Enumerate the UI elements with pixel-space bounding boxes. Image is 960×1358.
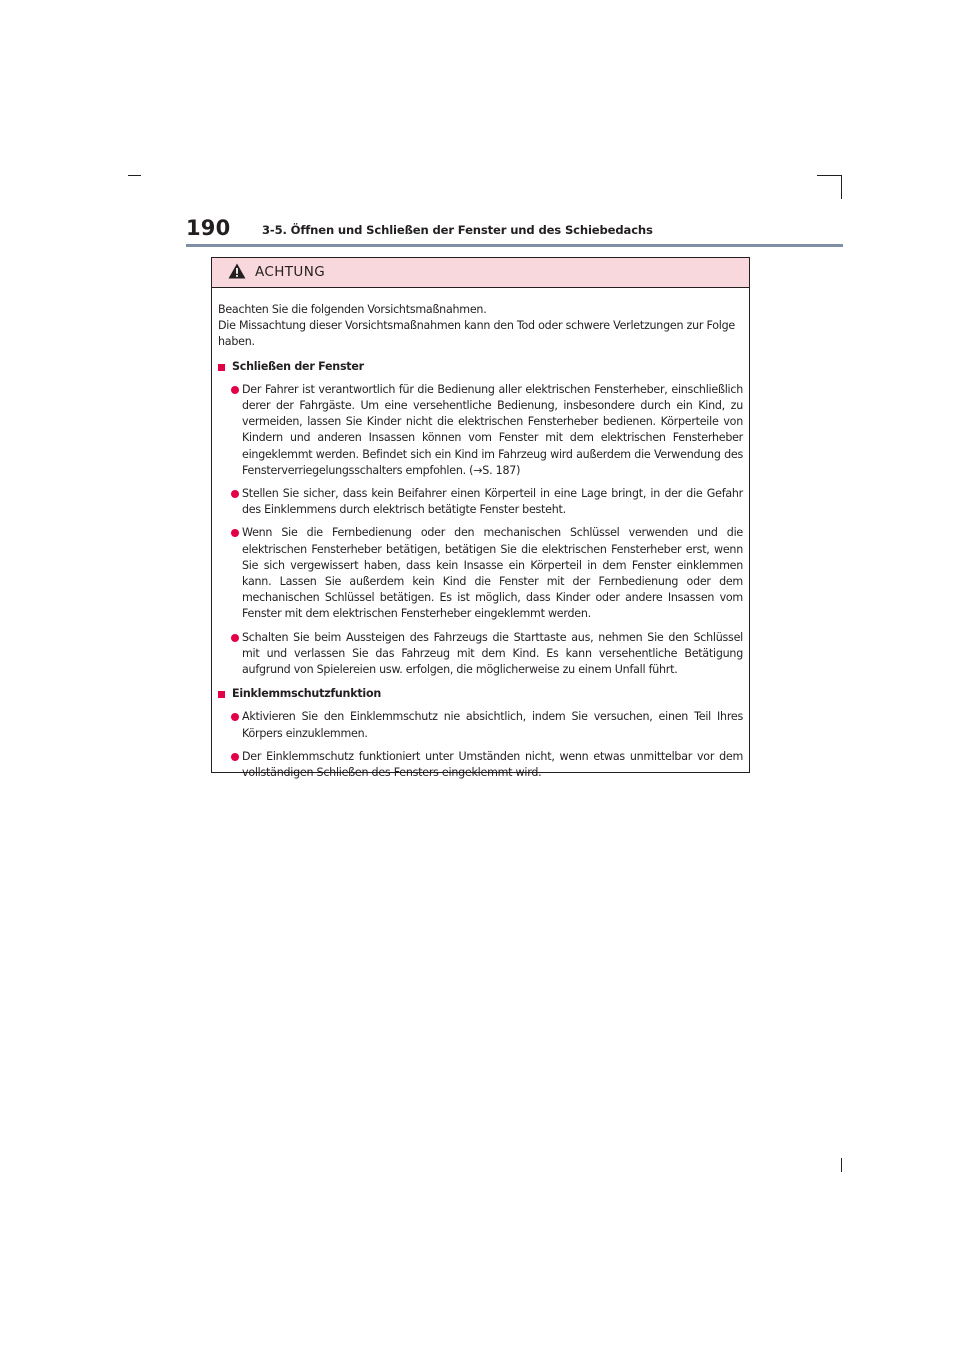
list-item-text: Der Fahrer ist verantwortlich für die Bedienung aller elektrischen Fensterheber, einschließlich derer der Fahrgäste. Um eine versehentliche Bedienung, insbesondere durch ein Kind, zu vermeiden, lassen Sie Kinder nicht die elektrischen Fensterheber bedienen. Körperteile von Kindern und anderen Insassen können vom Fenster mit dem elektrischen Fensterheber eingeklemmt werden. Befindet sich ein Kind im Fahrzeug wird außerdem die Verwendung des Fensterverriegelungsschalters empfohlen. (→S. 187) xyxy=(242,382,743,477)
list-item-text: Stellen Sie sicher, dass kein Beifahrer einen Körperteil in eine Lage bringt, in der die Gefahr des Einklemmens durch elektrisch betätigte Fenster besteht. xyxy=(242,487,743,517)
square-bullet-icon xyxy=(218,364,225,371)
bullet-icon xyxy=(231,490,239,498)
list-item xyxy=(218,749,743,781)
intro-line: Die Missachtung dieser Vorsichtsmaßnahmen kann den Tod oder schwere Verletzungen zur Folge haben. xyxy=(218,319,735,349)
square-bullet-icon xyxy=(218,691,225,698)
section-anti-pinch xyxy=(218,686,743,781)
list-item xyxy=(218,709,743,741)
section-heading xyxy=(218,359,743,375)
warning-intro xyxy=(218,302,743,351)
list-item xyxy=(218,486,743,518)
crop-mark xyxy=(841,1158,842,1172)
section-heading xyxy=(218,686,743,702)
list-item-text: Aktivieren Sie den Einklemmschutz nie absichtlich, indem Sie versuchen, einen Teil Ihres Körpers einzuklemmen. xyxy=(242,710,743,740)
list-item-text: Schalten Sie beim Aussteigen des Fahrzeugs die Starttaste aus, nehmen Sie den Schlüssel mit und verlassen Sie das Fahrzeug mit dem Kind. Es kann versehentliche Betätigung aufgrund von Spielereien usw. erfolgen, die möglicherweise zu einem Unfall führt. xyxy=(242,630,743,677)
section-closing-windows xyxy=(218,359,743,679)
crop-mark xyxy=(817,175,842,176)
crop-mark xyxy=(841,175,842,199)
warning-box xyxy=(211,257,750,780)
list-item-text: Der Einklemmschutz funktioniert unter Umständen nicht, wenn etwas unmittelbar vor dem vollständigen Schließen des Fensters eingeklemmt wird. xyxy=(242,749,743,780)
intro-line: Beachten Sie die folgenden Vorsichtsmaßnahmen. xyxy=(218,303,487,316)
warning-header xyxy=(212,258,749,288)
bullet-icon xyxy=(231,386,239,394)
list-item xyxy=(218,525,743,622)
list-item xyxy=(218,630,743,679)
bullet-icon xyxy=(231,713,239,721)
bullet-icon xyxy=(231,753,239,761)
list-item xyxy=(218,382,743,479)
section-heading-text: Schließen der Fenster xyxy=(232,359,364,373)
section-heading-text: Einklemmschutzfunktion xyxy=(232,687,381,701)
crop-mark xyxy=(128,175,141,176)
page-number: 190 xyxy=(186,216,231,240)
header-rule xyxy=(186,244,843,247)
warning-title: ACHTUNG xyxy=(255,264,326,280)
bullet-icon xyxy=(231,529,239,537)
section-title: 3-5. Öffnen und Schließen der Fenster und des Schiebedachs xyxy=(262,223,653,237)
warning-triangle-icon xyxy=(228,263,246,279)
warning-body xyxy=(212,288,749,781)
bullet-icon xyxy=(231,634,239,642)
list-item-text: Wenn Sie die Fernbedienung oder den mechanischen Schlüssel verwenden und die elektrischen Fensterheber betätigen, betätigen Sie die elektrischen Fensterheber erst, wenn Sie sich vergewissert haben, dass kein Insasse ein Körperteil in dem Fenster einklemmen kann. Lassen Sie außerdem kein Kind die Fenster mit der Fernbedienung oder dem mechanischen Schlüssel betätigen. Es ist möglich, dass Kinder oder andere Insassen vom Fenster mit dem elektrischen Fensterheber eingeklemmt werden. xyxy=(242,526,743,621)
